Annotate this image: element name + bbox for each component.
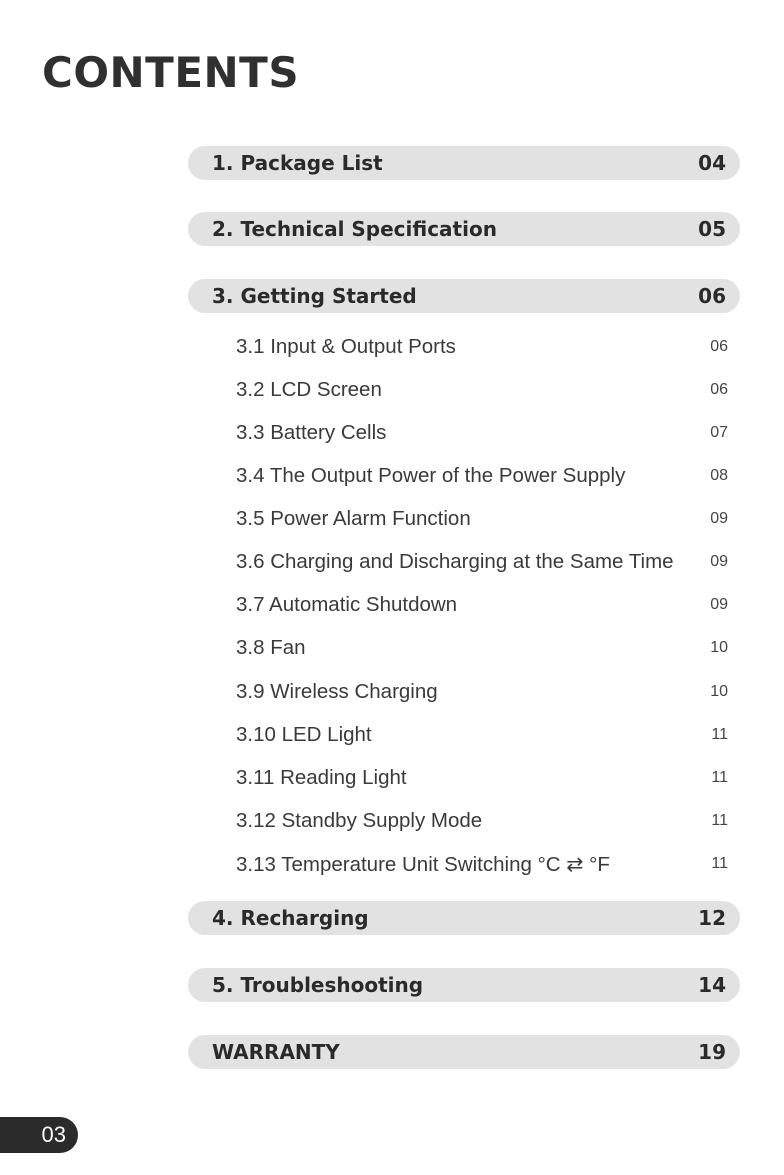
section-label: 2. Technical Specification <box>212 217 497 241</box>
toc-subsection-input-output-ports[interactable] <box>236 332 728 362</box>
toc-section-getting-started[interactable] <box>188 279 740 313</box>
subsection-page-number: 11 <box>711 855 728 872</box>
subsection-page-number: 10 <box>710 639 728 656</box>
section-label: 1. Package List <box>212 151 383 175</box>
toc-subsection-led-light[interactable] <box>236 720 728 750</box>
subsection-label: 3.1 Input & Output Ports <box>236 335 456 358</box>
toc-subsection-fan[interactable] <box>236 633 728 663</box>
section-page-number: 05 <box>698 217 726 241</box>
section-label: 4. Recharging <box>212 906 369 930</box>
subsection-label: 3.3 Battery Cells <box>236 421 387 444</box>
section-page-number: 19 <box>698 1040 726 1064</box>
subsection-page-number: 07 <box>710 424 728 441</box>
subsection-label: 3.10 LED Light <box>236 723 372 746</box>
subsection-page-number: 09 <box>710 553 728 570</box>
subsection-page-number: 08 <box>710 467 728 484</box>
toc-section-technical-specification[interactable] <box>188 212 740 246</box>
toc-subsection-wireless-charging[interactable] <box>236 677 728 707</box>
toc-section-warranty[interactable] <box>188 1035 740 1069</box>
section-label: 3. Getting Started <box>212 284 417 308</box>
subsection-page-number: 09 <box>710 596 728 613</box>
subsection-label: 3.5 Power Alarm Function <box>236 507 471 530</box>
toc-subsection-battery-cells[interactable] <box>236 418 728 448</box>
section-label: 5. Troubleshooting <box>212 973 424 997</box>
toc-subsection-charging-discharging[interactable] <box>236 547 728 577</box>
page-title: CONTENTS <box>42 48 300 97</box>
toc-section-troubleshooting[interactable] <box>188 968 740 1002</box>
subsection-page-number: 10 <box>710 683 728 700</box>
subsection-page-number: 11 <box>711 812 728 829</box>
toc-subsection-power-alarm-function[interactable] <box>236 504 728 534</box>
subsection-page-number: 06 <box>710 338 728 355</box>
toc-subsection-automatic-shutdown[interactable] <box>236 590 728 620</box>
subsection-label: 3.12 Standby Supply Mode <box>236 809 483 832</box>
toc-section-package-list[interactable] <box>188 146 740 180</box>
subsection-page-number: 11 <box>711 769 728 786</box>
subsection-label: 3.8 Fan <box>236 636 306 659</box>
toc-subsection-lcd-screen[interactable] <box>236 375 728 405</box>
section-page-number: 04 <box>698 151 726 175</box>
toc-subsection-reading-light[interactable] <box>236 763 728 793</box>
subsection-label: 3.7 Automatic Shutdown <box>236 593 458 616</box>
page-number: 03 <box>41 1122 66 1147</box>
toc-section-recharging[interactable] <box>188 901 740 935</box>
subsection-label: 3.6 Charging and Discharging at the Same Time <box>236 550 674 573</box>
subsection-label: 3.2 LCD Screen <box>236 378 382 401</box>
section-page-number: 06 <box>698 284 726 308</box>
section-page-number: 12 <box>698 906 726 930</box>
page-number-badge <box>0 1117 78 1153</box>
toc-subsection-temperature-unit-switching[interactable] <box>236 849 728 879</box>
toc-subsection-standby-supply-mode[interactable] <box>236 806 728 836</box>
toc-subsection-output-power[interactable] <box>236 461 728 491</box>
subsection-page-number: 11 <box>711 726 728 743</box>
subsection-page-number: 09 <box>710 510 728 527</box>
subsection-label: 3.4 The Output Power of the Power Supply <box>236 464 626 487</box>
subsection-label: 3.13 Temperature Unit Switching °C ⇄ °F <box>236 852 610 876</box>
subsection-page-number: 06 <box>710 381 728 398</box>
subsection-label: 3.11 Reading Light <box>236 766 407 789</box>
section-page-number: 14 <box>698 973 726 997</box>
subsection-label: 3.9 Wireless Charging <box>236 680 438 703</box>
section-label: WARRANTY <box>212 1040 340 1064</box>
